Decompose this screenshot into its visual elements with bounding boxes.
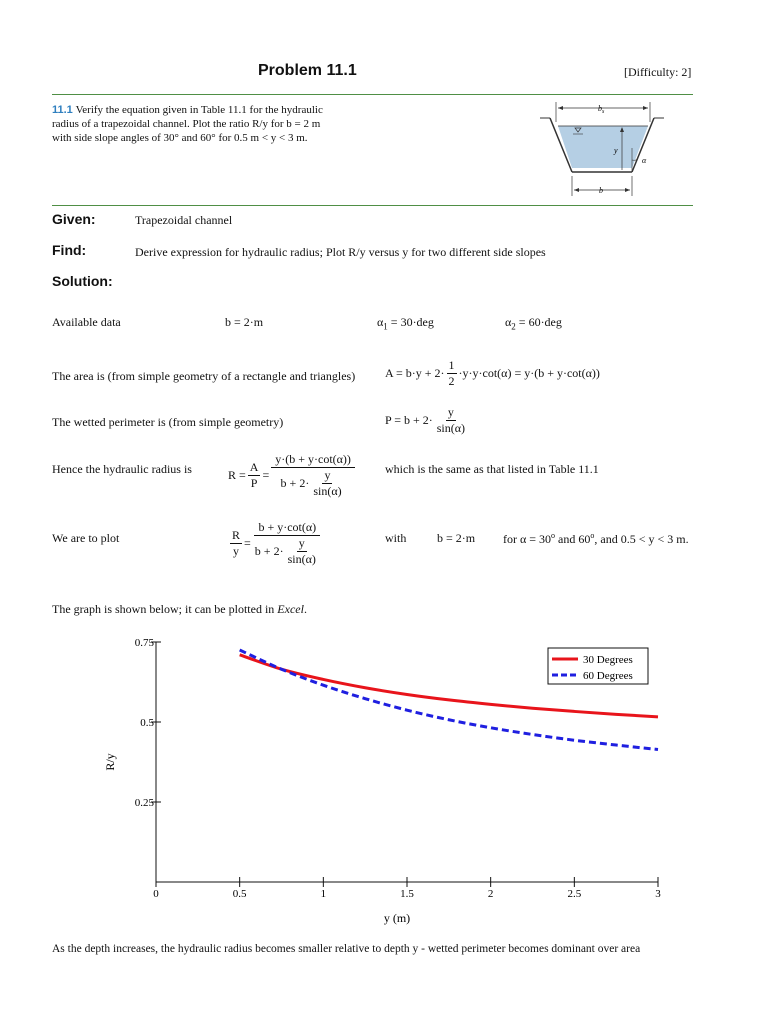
statement-line: radius of a trapezoidal channel. Plot the ratio R/y for b = 2 m — [52, 118, 321, 130]
x-tick-label: 0 — [153, 888, 159, 900]
statement-line: with side slope angles of 30° and 60° for 0.5 m < y < 3 m. — [52, 132, 308, 144]
available-data-text: Available data — [52, 315, 121, 329]
plot-text: We are to plot — [52, 531, 120, 545]
legend-entry: 60 Degrees — [583, 670, 633, 682]
x-tick-label: 0.5 — [232, 888, 247, 900]
graph-intro: The graph is shown below; it can be plotted in Excel. — [52, 602, 307, 616]
y-tick-label: 0.25 — [134, 797, 154, 809]
r-over-y-chart — [90, 630, 690, 930]
given-text: Trapezoidal channel — [135, 213, 233, 227]
x-tick-label: 2 — [487, 888, 494, 900]
plot-range: for $\alpha = 30^o$ and 60$^o$, and 0.5 < y < 3 m. — [503, 531, 689, 546]
plot-b-value: b = 2·m — [437, 531, 476, 545]
hydraulic-radius-text: Hence the hydraulic radius is — [52, 462, 192, 476]
problem-number: 11.1 — [52, 104, 73, 116]
y-axis-label: R/y — [103, 753, 117, 771]
perimeter-text: The wetted perimeter is (from simple geometry) — [52, 415, 284, 429]
find-text: Derive expression for hydraulic radius; Plot R/y versus y for two different side slopes — [135, 245, 546, 259]
top-width-label: $b_s$ — [598, 104, 605, 115]
perimeter-equation: P = b + 2· $\frac{y}{\sin(\alpha)}$ — [385, 405, 466, 435]
page-title: Problem 11.1 — [258, 62, 357, 79]
y-tick-label: 0.75 — [134, 637, 154, 649]
conclusion-text: As the depth increases, the hydraulic radius becomes smaller relative to depth y - wetted perimeter becomes dominant over area — [52, 943, 641, 955]
x-axis-label: y (m) — [383, 911, 411, 925]
angle-label: α — [642, 156, 647, 165]
plot-with: with — [385, 531, 407, 545]
solution-label: Solution: — [52, 273, 113, 289]
legend-entry: 30 Degrees — [583, 654, 633, 666]
area-text: The area is (from simple geometry of a rectangle and triangles) — [52, 369, 356, 383]
statement-line: Verify the equation given in Table 11.1 for the hydraulic — [75, 104, 323, 116]
problem-statement — [52, 103, 522, 145]
b-value: b = 2·m — [225, 315, 264, 329]
trapezoid-channel-figure — [536, 98, 666, 198]
divider-top — [52, 94, 693, 95]
bottom-width-label: b — [599, 186, 603, 195]
hydraulic-radius-equation: R = $\frac{A}{P}$ = y·(b + y·cot(α)) b + 2· $\frac{y}{\sin(\alpha)}$ — [228, 452, 357, 499]
hydraulic-radius-note: which is the same as that listed in Table 11.1 — [385, 462, 599, 476]
divider-bottom — [52, 205, 693, 206]
given-label: Given: — [52, 211, 96, 227]
alpha1-value: $\alpha_1 = 30\cdot deg$ — [377, 315, 434, 332]
plot-equation: $\frac{R}{y}$ = b + y·cot(α) b + 2· $\frac{y}{\sin(\alpha)}$ — [228, 520, 324, 567]
x-tick-label: 3 — [655, 888, 661, 900]
x-tick-label: 2.5 — [567, 888, 582, 900]
x-tick-label: 1 — [320, 888, 327, 900]
find-label: Find: — [52, 242, 87, 258]
difficulty-label: [Difficulty: 2] — [624, 65, 692, 79]
alpha2-value: $\alpha_2 = 60\cdot deg$ — [505, 315, 562, 332]
y-tick-label: 0.5 — [140, 717, 154, 729]
depth-label: y — [614, 146, 618, 155]
area-equation: A = b·y + 2· $\frac{1}{2}$ ·y·y·cot(α) = y·(b + y·cot(α)) — [385, 358, 600, 388]
x-tick-label: 1.5 — [400, 888, 414, 900]
